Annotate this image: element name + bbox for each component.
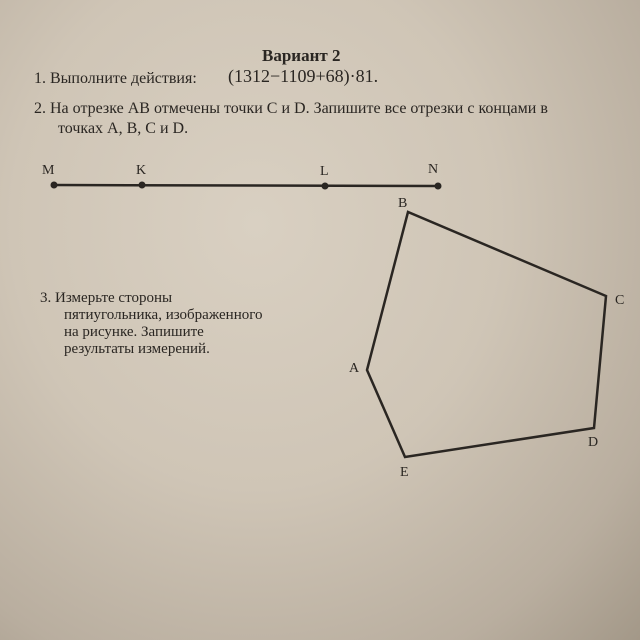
- variant-title: Вариант 2: [262, 46, 341, 65]
- vertex-label-e: E: [400, 465, 409, 480]
- task-3-line-2: пятиугольника, изображенного: [64, 307, 263, 323]
- label-k: K: [136, 163, 147, 178]
- vertex-label-c: C: [615, 293, 625, 308]
- vertex-label-a: A: [349, 361, 360, 376]
- task-3-line-3: на рисунке. Запишите: [64, 324, 204, 340]
- task-3-line-1: 3. Измерьте стороны: [40, 290, 173, 306]
- task-1-expression: (1312−1109+68)·81.: [228, 66, 379, 86]
- pentagon-abcde: [367, 212, 606, 457]
- task-2-line-2: точках A, B, C и D.: [58, 120, 189, 137]
- point-n: [435, 183, 442, 190]
- label-n: N: [428, 162, 439, 177]
- task-2-line-1: 2. На отрезке AB отмечены точки C и D. Запишите все отрезки с концами в: [34, 100, 548, 117]
- point-l: [322, 183, 329, 190]
- point-k: [139, 182, 146, 189]
- segment-mn-line: [54, 185, 438, 186]
- vertex-label-d: D: [588, 435, 599, 450]
- task-1-text: 1. Выполните действия:: [34, 70, 197, 87]
- point-m: [51, 182, 58, 189]
- task-3-line-4: результаты измерений.: [64, 341, 210, 357]
- label-l: L: [320, 164, 329, 179]
- vertex-label-b: B: [398, 196, 408, 211]
- label-m: M: [42, 163, 55, 178]
